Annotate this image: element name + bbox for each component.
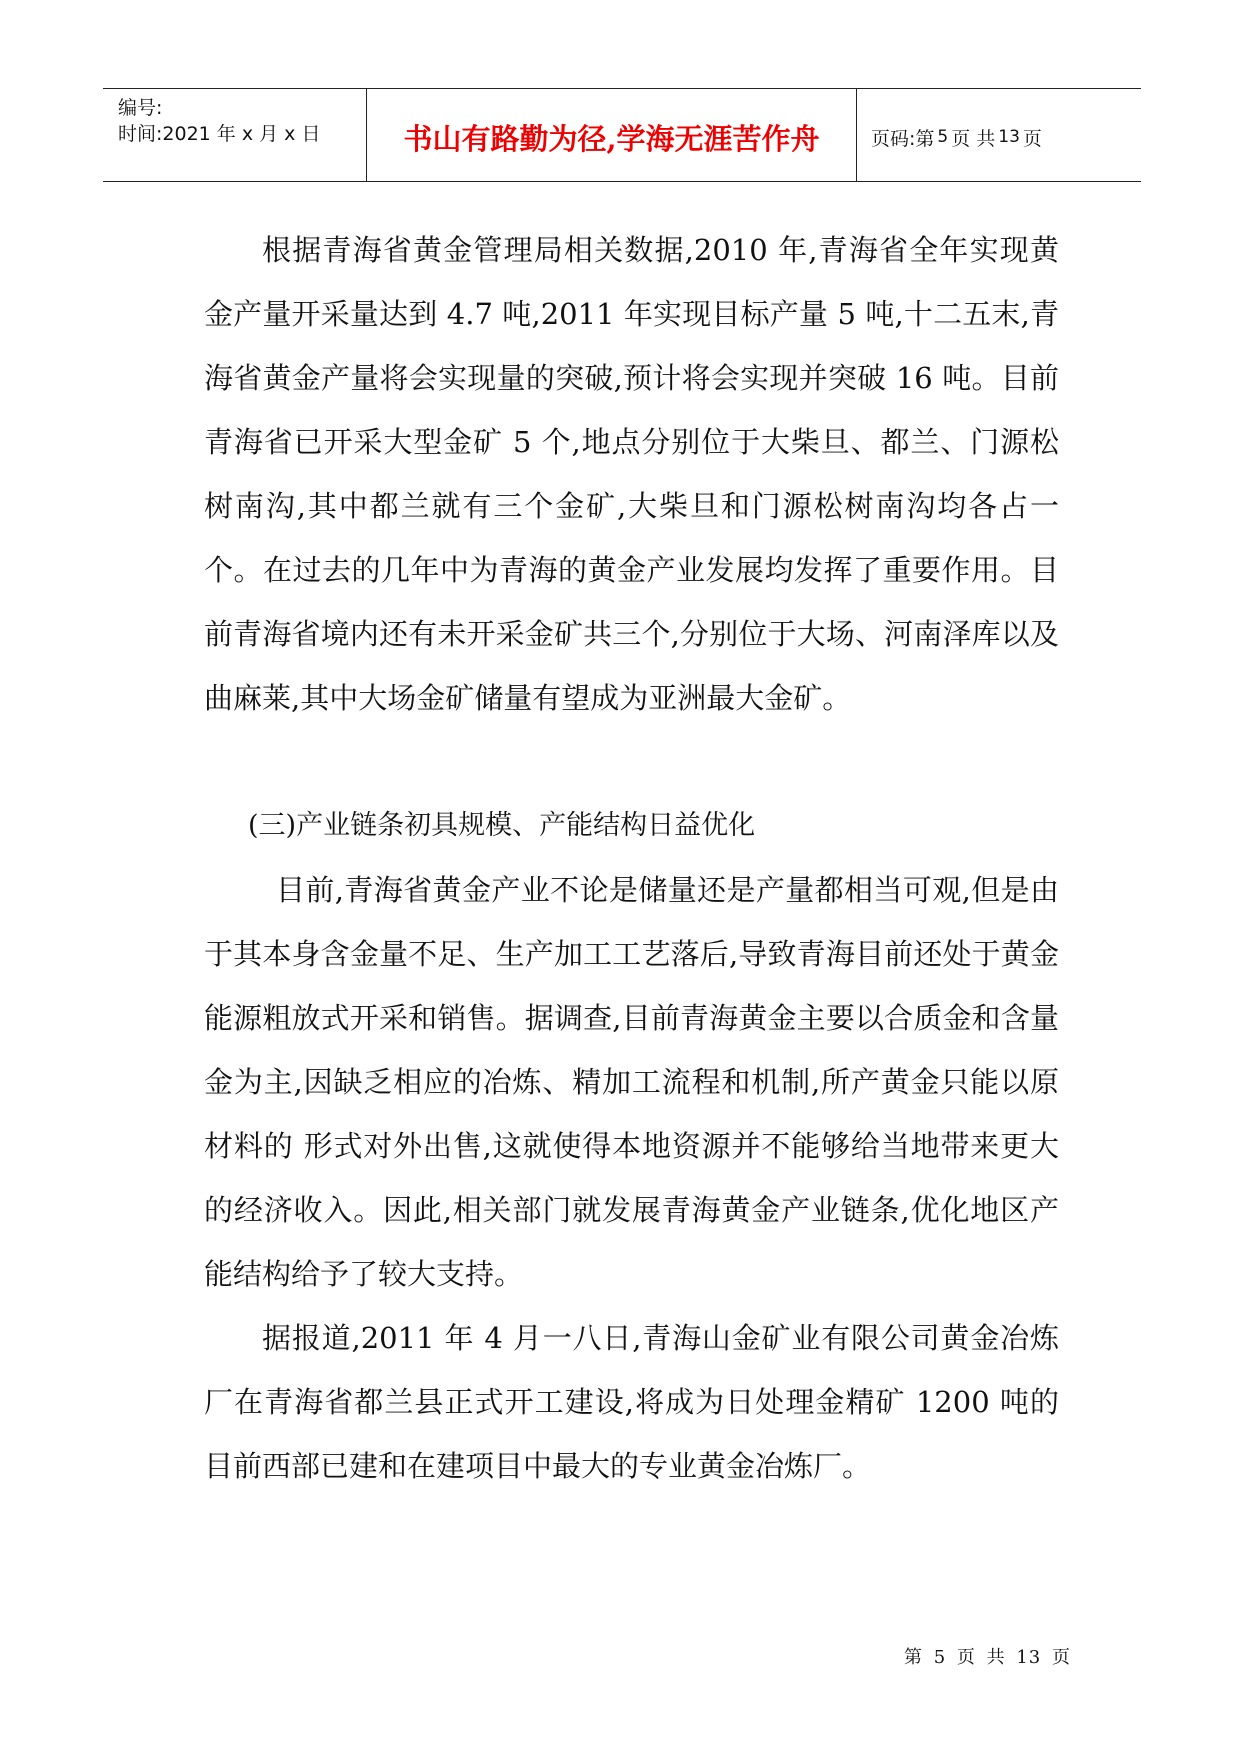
document-number-label: 编号: [118,97,163,119]
header-motto: 书山有路勤为径,学海无涯苦作舟 [403,121,820,156]
document-time-label: 时间:2021 年 x 月 x 日 [118,123,321,145]
header-motto-cell [367,89,857,181]
header-table [103,88,1141,182]
paragraph-smelter-news: 据报道,2011 年 4 月一八日,青海山金矿业有限公司黄金冶炼厂在青海省都兰县正式开工建设,将成为日处理金精矿 1200 吨的目前西部已建和在建项目中最大的专业黄金冶炼厂。 [204,1321,1059,1483]
header-meta-cell [103,89,367,181]
page-current-number: 5 [937,127,949,147]
section-heading: (三)产业链条初具规模、产能结构日益优化 [248,810,756,841]
page-footer: 第 5 页 共 13 页 [904,1647,1071,1668]
paragraph-spacer [204,730,1059,794]
page-total-number: 13 [998,127,1020,147]
document-body [204,218,1059,1498]
page-suffix: 页 [1022,127,1042,150]
paragraph-gold-production: 根据青海省黄金管理局相关数据,2010 年,青海省全年实现黄金产量开采量达到 4.7 吨,2011 年实现目标产量 5 吨,十二五末,青海省黄金产量将会实现量的突破,预计将会实现并突破 16 吨。目前青海省已开采大型金矿 5 个,地点分别位于大柴旦、都兰、门源松树南沟,其中都兰就有三个金矿,大柴旦和门源松树南沟均各占一个。在过去的几年中为青海的黄金产业发展均发挥了重要作用。目前青海省境内还有未开采金矿共三个,分别位于大场、河南泽库以及曲麻莱,其中大场金矿储量有望成为亚洲最大金矿。 [204,233,1059,715]
page-prefix: 页码:第 [871,127,935,150]
paragraph-industry-chain: 目前,青海省黄金产业不论是储量还是产量都相当可观,但是由于其本身含金量不足、生产加工工艺落后,导致青海目前还处于黄金能源粗放式开采和销售。据调查,目前青海黄金主要以合质金和含量金为主,因缺乏相应的冶炼、精加工流程和机制,所产黄金只能以原材料的 形式对外出售,这就使得本地资源并不能够给当地带来更大的经济收入。因此,相关部门就发展青海黄金产业链条,优化地区产能结构给予了较大支持。 [204,873,1059,1291]
page-mid: 页 共 [951,127,996,150]
header-page-cell [857,89,1141,181]
